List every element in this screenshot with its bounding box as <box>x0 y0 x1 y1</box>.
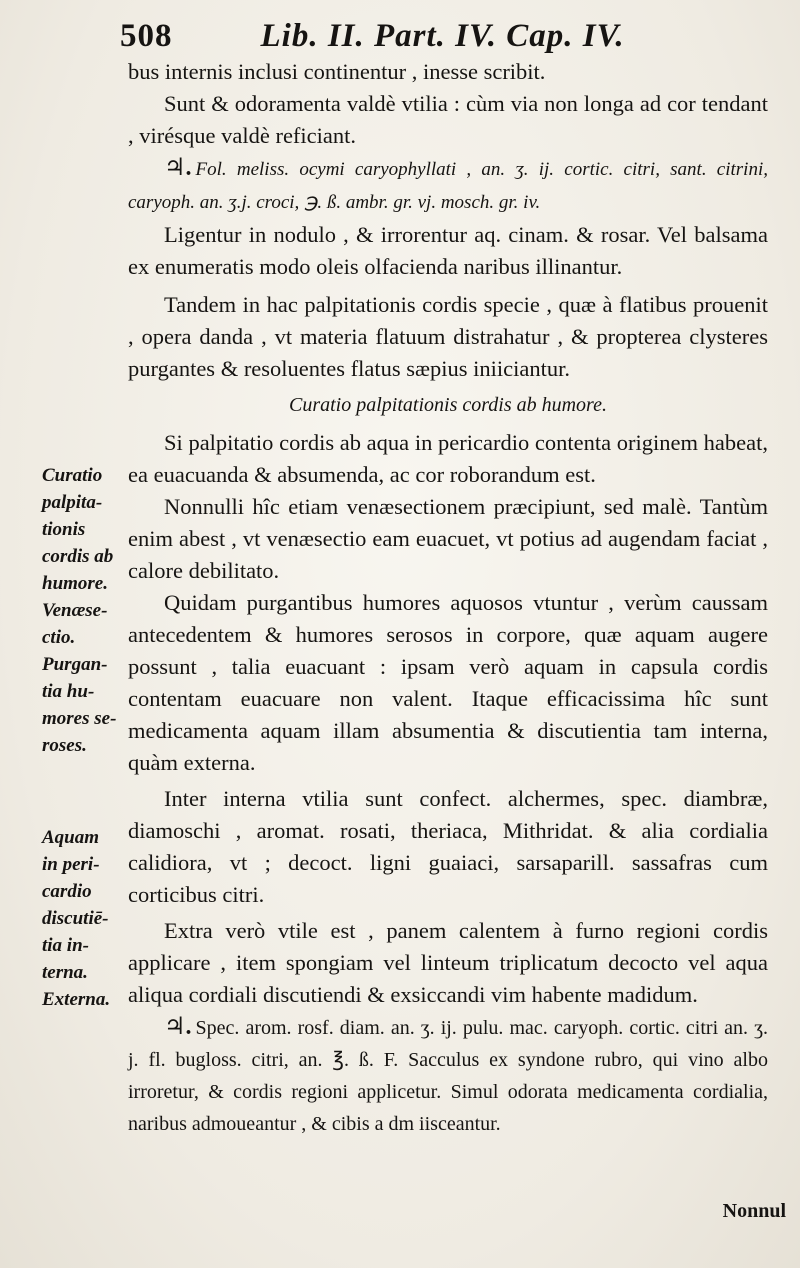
section-subheading: Curatio palpitationis cordis ab humore. <box>289 394 607 416</box>
main-text <box>128 56 768 1140</box>
margin-line: Curatio <box>42 465 103 486</box>
paragraph-2: Sunt & odoramenta valdè vtilia : cùm via non longa ad cor tendant , virésque valdè reficiant. <box>128 91 768 148</box>
recipe-1 <box>128 152 768 219</box>
jupiter-symbol-icon: ♃. <box>164 155 192 181</box>
recipe-1-text: Fol. meliss. ocymi caryophyllati , an. ʒ. ij. cortic. citri, sant. citrini, caryoph. an. ʒ.j. croci, ℈. ß. ambr. gr. vj. mosch. gr. iv. <box>128 159 768 213</box>
margin-note-venaesectio <box>42 597 142 651</box>
margin-note-aquam <box>42 824 142 986</box>
margin-line: tionis <box>42 519 86 540</box>
margin-line: terna. <box>42 962 88 983</box>
margin-line: Externa. <box>42 989 111 1010</box>
page-number: 508 <box>120 18 173 54</box>
paragraph-6: Nonnulli hîc etiam venæsectionem præcipiunt, sed malè. Tantùm enim abest , vt venæsectio eam euacuet, vt potius ad augendam faciat , calore debilitato. <box>128 494 768 583</box>
paragraph-9: Extra verò vtile est , panem calentem à furno regioni cordis applicare , item spongiam vel linteum triplicatum decocto vel aqua aliqua cordiali discutiendi & exsiccandi vim habente madidum. <box>128 918 768 1007</box>
recipe-2-text: Spec. arom. rosf. diam. an. ʒ. ij. pulu. mac. caryoph. cortic. citri an. ʒ. j. fl. bugloss. citri, an. ℥. ß. F. Sacculus ex syndone rubro, qui vino albo irroretur, & cordis regioni applicetur. Simul odorata medicamenta cordialia, naribus admoueantur , & cibis a dm iisceantur. <box>128 1017 768 1135</box>
margin-line: cardio <box>42 881 92 902</box>
recipe-2 <box>128 1011 768 1140</box>
paragraph-1: bus internis inclusi continentur , inesse scribit. <box>128 59 546 84</box>
margin-line: tia in- <box>42 935 89 956</box>
margin-line: humore. <box>42 573 108 594</box>
margin-line: Purgan- <box>42 654 108 675</box>
catchword: Nonnul <box>722 1200 786 1222</box>
margin-note-purgantia <box>42 651 142 759</box>
margin-line: tia hu- <box>42 681 95 702</box>
paragraph-7: Quidam purgantibus humores aquosos vtuntur , verùm caussam antecedentem & humores serosos in corpore, quæ aquam augere possunt , talia euacuant : ipsam verò aquam in capsula cordis contentam euacuare non valent. Itaque efficacissima hîc sunt medicamenta aquam illam absumentia & discutientia tam interna, quàm externa. <box>128 590 768 775</box>
running-title: Lib. II. Part. IV. Cap. IV. <box>260 18 625 54</box>
paragraph-5: Si palpitatio cordis ab aqua in pericardio contenta originem habeat, ea euacuanda & absumenda, ac cor roborandum est. <box>128 430 768 487</box>
margin-line: in peri- <box>42 854 100 875</box>
margin-line: Venæse- <box>42 600 108 621</box>
margin-line: cordis ab <box>42 546 114 567</box>
margin-line: ctio. <box>42 627 76 648</box>
margin-line: Aquam <box>42 827 100 848</box>
margin-line: roses. <box>42 735 87 756</box>
paragraph-8: Inter interna vtilia sunt confect. alchermes, spec. diambræ, diamoschi , aromat. rosati, theriaca, Mithridat. & alia cordialia calidiora, vt ; decoct. ligni guaiaci, sarsaparill. sassafras cum corticibus citri. <box>128 786 768 907</box>
margin-line: mores se- <box>42 708 117 729</box>
margin-line: discutiē- <box>42 908 109 929</box>
jupiter-symbol-icon: ♃. <box>164 1014 192 1040</box>
margin-note-curatio <box>42 462 142 597</box>
margin-line: palpita- <box>42 492 103 513</box>
margin-note-externa <box>42 986 142 1013</box>
paragraph-3: Ligentur in nodulo , & irrorentur aq. cinam. & rosar. Vel balsama ex enumeratis modo oleis olfacienda naribus illinantur. <box>128 222 768 279</box>
paragraph-4: Tandem in hac palpitationis cordis specie , quæ à flatibus prouenit , opera danda , vt materia flatuum distrahatur , & propterea clysteres purgantes & resoluentes flatus sæpius iniiciantur. <box>128 292 768 381</box>
